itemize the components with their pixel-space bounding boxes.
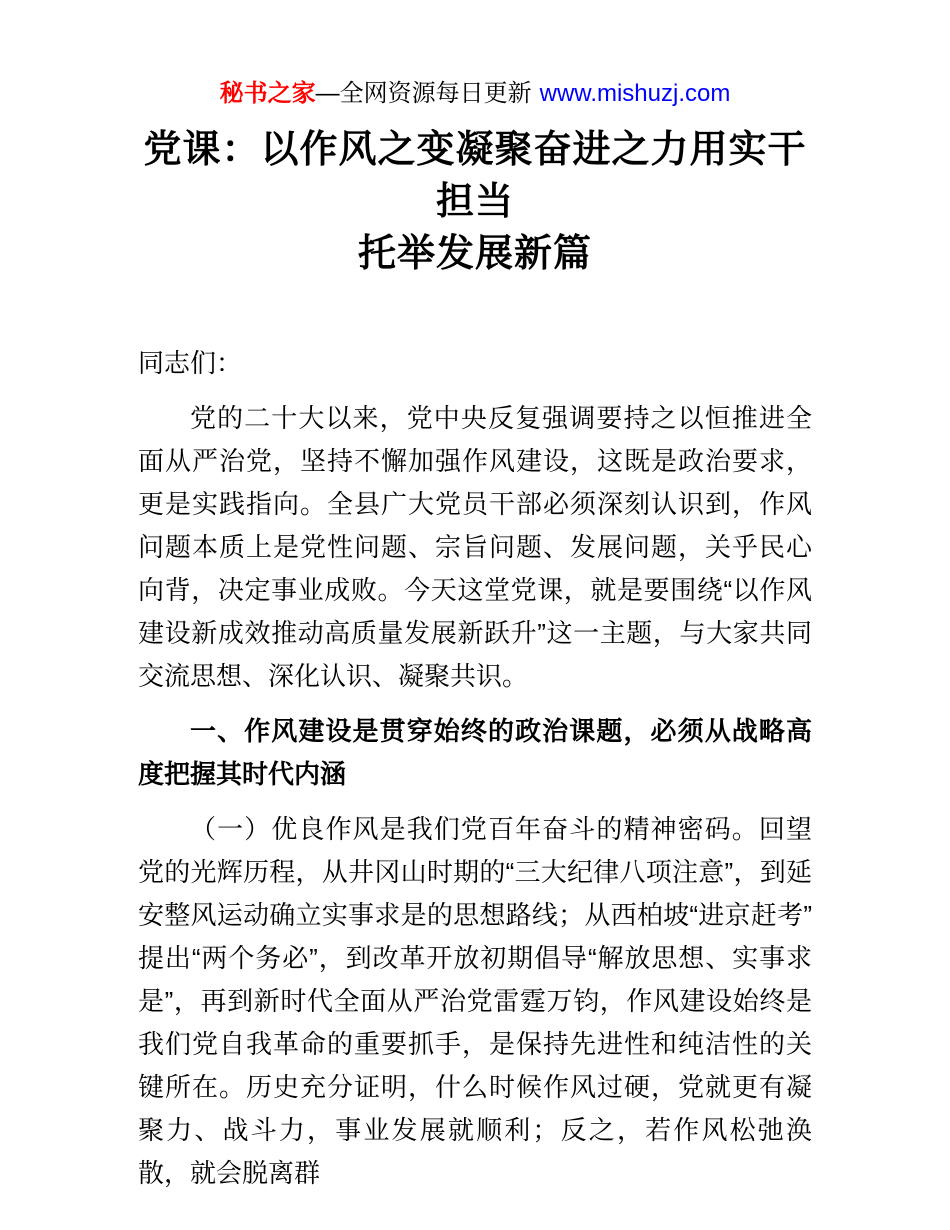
document-title-line1: 党课：以作风之变凝聚奋进之力用实干担当 [143,129,807,223]
section-heading-1: 一、作风建设是贯穿始终的政治课题，必须从战略高度把握其时代内涵 [138,716,812,789]
site-name: 秘书之家 [219,80,316,107]
salutation: 同志们： [138,348,243,378]
document-title-line2: 托举发展新篇 [357,233,592,275]
document-title [138,124,812,280]
site-header [138,0,812,110]
site-url-link[interactable]: www.mishuzj.com [539,80,731,107]
site-tagline: —全网资源每日更新 [315,80,532,107]
document-body [138,342,812,1195]
paragraph-section1-item1: （一）优良作风是我们党百年奋斗的精神密码。回望党的光辉历程，从井冈山时期的“三大纪律八项注意”，到延安整风运动确立实事求是的思想路线；从西柏坡“进京赶考”提出“两个务必”，到改革开放初期倡导“解放思想、实事求是”，再到新时代全面从严治党雷霆万钧，作风建设始终是我们党自我革命的重要抓手，是保持先进性和纯洁性的关键所在。历史充分证明，什么时候作风过硬，党就更有凝聚力、战斗力，事业发展就顺利；反之，若作风松弛涣散，就会脱离群 [138,814,812,1188]
paragraph-intro: 党的二十大以来，党中央反复强调要持之以恒推进全面从严治党，坚持不懈加强作风建设，这既是政治要求，更是实践指向。全县广大党员干部必须深刻认识到，作风问题本质上是党性问题、宗旨问题、发展问题，关乎民心向背，决定事业成败。今天这堂党课，就是要围绕“以作风建设新成效推动高质量发展新跃升”这一主题，与大家共同交流思想、深化认识、凝聚共识。 [138,403,812,691]
